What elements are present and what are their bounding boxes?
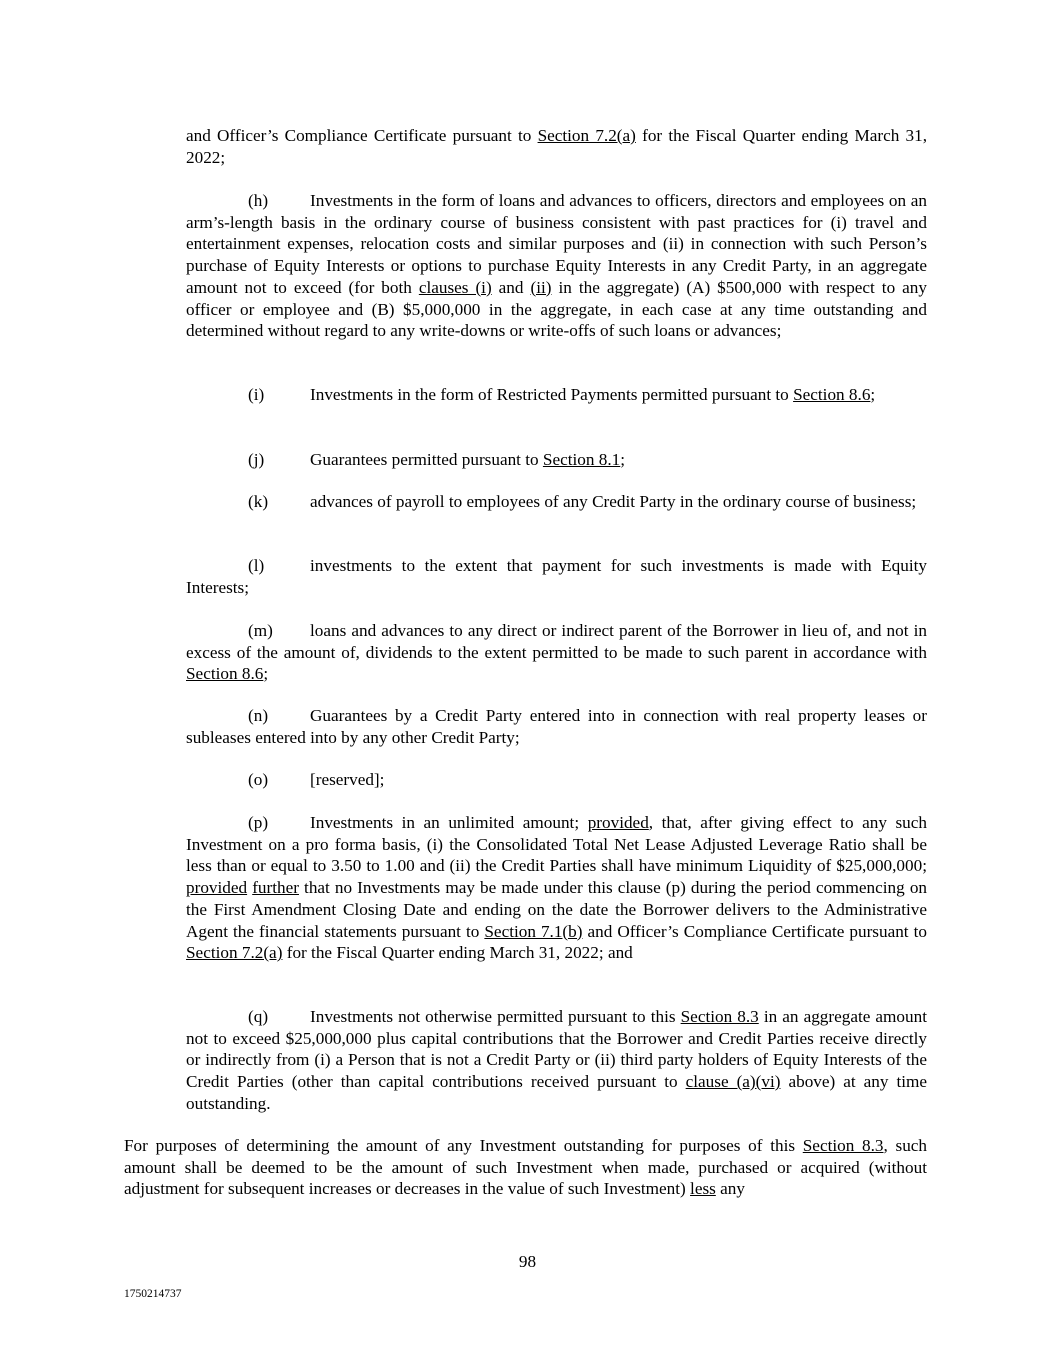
clause-o: (o) [reserved];: [248, 770, 385, 789]
clause-label: (j): [248, 450, 265, 469]
clause-label: (k): [248, 492, 269, 511]
emphasis-term: provided: [186, 878, 248, 898]
section-link[interactable]: Section 8.3: [802, 1136, 884, 1155]
clause-link[interactable]: clause (a)(vi): [685, 1072, 781, 1092]
clause-i: (i) Investments in the form of Restricted Payments permitted pursuant to Section 8.6;: [248, 385, 876, 404]
clause-k: (k) advances of payroll to employees of any Credit Party in the ordinary course of business;: [248, 492, 917, 511]
clause-label: (q): [248, 1007, 269, 1026]
document-id: 1750214737: [124, 1288, 182, 1300]
clause-label: (h): [248, 191, 269, 210]
clause-label: (p): [248, 813, 269, 832]
clause-link[interactable]: clauses (i): [418, 277, 492, 297]
page-number: 98: [518, 1252, 537, 1271]
section-link[interactable]: Section 8.3: [680, 1007, 759, 1026]
clause-link[interactable]: (ii): [530, 277, 552, 297]
emphasis-term: less: [690, 1179, 716, 1199]
clause-q: (q) Investments not otherwise permitted pursuant to this Section 8.3 in an aggregate amount not to exceed $25,000,000 plus capital contributions that the Borrower and Credit Parties receive directly or indirectly from (i) a Person that is not a Credit Party or (ii) third party holders of Equity Interests of the Credit Parties (other than capital contributions received pursuant to clause (a)(vi) above) at any time outstanding.: [186, 1007, 928, 1113]
section-link[interactable]: Section 7.2(a): [537, 126, 636, 145]
paragraph-intro: and Officer’s Compliance Certificate pursuant to Section 7.2(a) for the Fiscal Quarter ending March 31, 2022;: [186, 126, 927, 167]
section-link[interactable]: Section 7.1(b): [484, 921, 583, 941]
clause-j: (j) Guarantees permitted pursuant to Section 8.1;: [248, 450, 626, 469]
clause-m: (m) loans and advances to any direct or indirect parent of the Borrower in lieu of, and not in excess of the amount of, dividends to the extent permitted to be made to such parent in accordance with Section 8.6;: [186, 621, 927, 684]
clause-h: (h) Investments in the form of loans and advances to officers, directors and employees on an arm’s-length basis in the ordinary course of business consistent with past practices for (i) travel and entertainment expenses, relocation costs and similar purposes and (ii) in connection with such Person’s purchase of Equity Interests or options to purchase Equity Interests in any Credit Party, in an aggregate amount not to exceed (for both clauses (i) and (ii) in the aggregate) (A) $500,000 with respect to any officer or employee and (B) $5,000,000 in the aggregate, in each case at any time outstanding and determined without regard to any write-downs or write-offs of such loans or advances;: [186, 191, 927, 341]
section-link[interactable]: Section 7.2(a): [186, 943, 283, 963]
clause-label: (i): [248, 385, 265, 404]
section-link[interactable]: Section 8.6: [793, 385, 871, 404]
clause-label: (n): [248, 706, 269, 725]
emphasis-term: provided: [587, 813, 649, 832]
section-link[interactable]: Section 8.6: [186, 664, 264, 684]
clause-label: (m): [248, 621, 273, 640]
clause-p: (p) Investments in an unlimited amount; provided, that, after giving effect to any such Investment on a pro forma basis, (i) the Consolidated Total Net Lease Adjusted Leverage Ratio shall be less than or equal to 3.50 to 1.00 and (ii) the Credit Parties shall have minimum Liquidity of $25,000,000; provided further that no Investments may be made under this clause (p) during the period commencing on the First Amendment Closing Date and ending on the date the Borrower delivers to the Administrative Agent the financial statements pursuant to Section 7.1(b) and Officer’s Compliance Certificate pursuant to Section 7.2(a) for the Fiscal Quarter ending March 31, 2022; and: [186, 813, 928, 963]
clause-label: (l): [248, 556, 265, 575]
clause-n: (n) Guarantees by a Credit Party entered into in connection with real property leases or subleases entered into by any other Credit Party;: [186, 706, 927, 747]
section-link[interactable]: Section 8.1: [542, 450, 621, 469]
clause-label: (o): [248, 770, 269, 789]
emphasis-term: further: [252, 878, 299, 898]
paragraph-closing: For purposes of determining the amount of any Investment outstanding for purposes of this Section 8.3, such amount shall be deemed to be the amount of such Investment when made, purchased or acquired (without adjustment for subsequent increases or decreases in the value of such Investment) less any: [124, 1136, 928, 1199]
clause-l: (l) investments to the extent that payment for such investments is made with Equity Interests;: [186, 556, 927, 597]
